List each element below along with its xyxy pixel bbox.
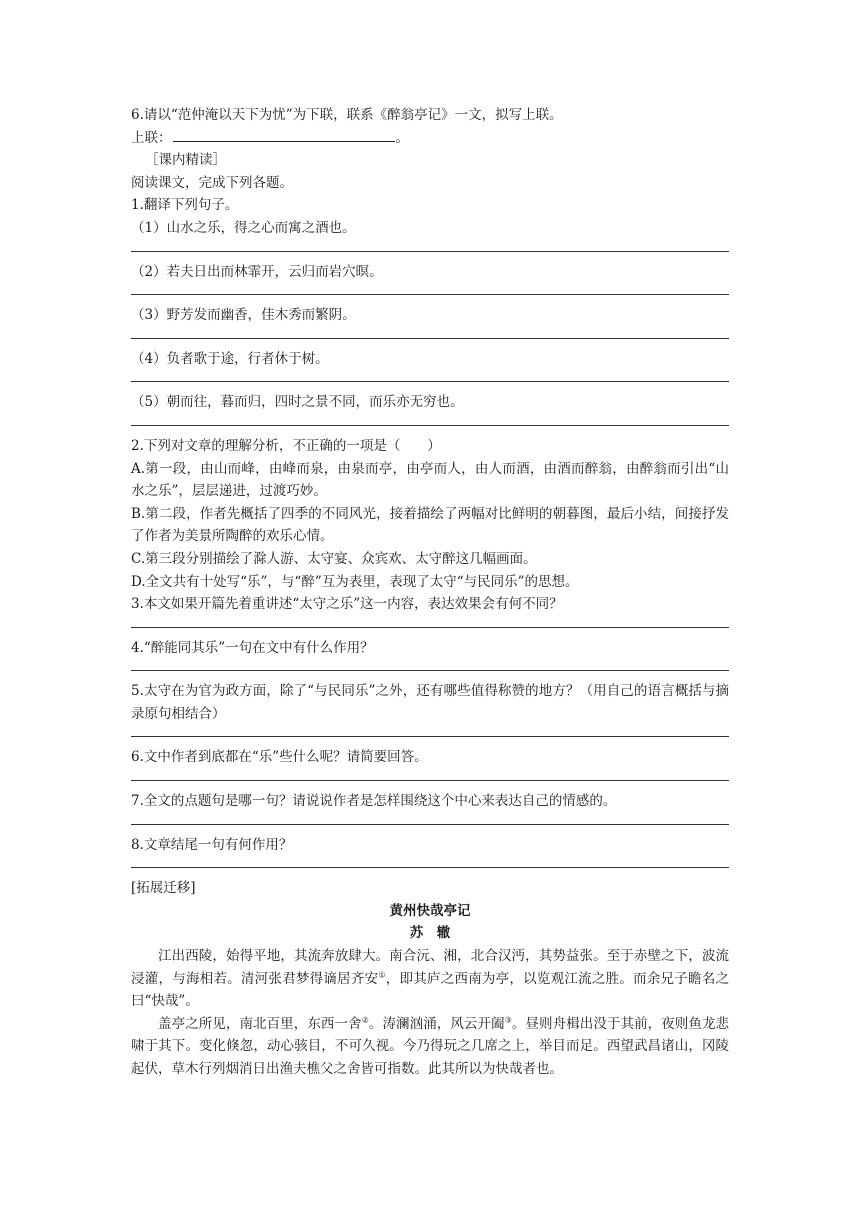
question-5: 5.太守在为官为政方面，除了“与民同乐”之外，还有哪些值得称赞的地方？（用自己的语言概括与摘录原句相结合）	[131, 683, 729, 722]
translate-item: （3）野芳发而幽香，佳木秀而繁阴。	[131, 307, 356, 324]
option-a: A.第一段，由山而峰，由峰而泉，由泉而亭，由亭而人，由人而酒，由酒而醉翁，由醉翁而引出“山水之乐”，层层递进，过渡巧妙。	[131, 460, 729, 500]
document-page	[131, 104, 729, 1081]
question-4: 4.“醉能同其乐”一句在文中有什么作用？	[131, 639, 374, 656]
option-c: C.第三段分别描绘了滁人游、太守宴、众宾欢、太守醉这几幅画面。	[131, 550, 537, 567]
answer-rule[interactable]	[131, 670, 729, 671]
section-instruction: 阅读课文，完成下列各题。	[131, 174, 293, 191]
answer-label: 上联：	[131, 129, 172, 146]
answer-rule[interactable]	[131, 251, 729, 252]
footnote-marker: ②	[361, 1015, 369, 1025]
question-6: 6.文中作者到底都在“乐”些什么呢？请简要回答。	[131, 749, 428, 766]
answer-rule[interactable]	[131, 824, 729, 825]
translate-item: （5）朝而往，暮而归，四时之景不同，而乐亦无穷也。	[131, 394, 464, 411]
passage-author: 苏 辙	[409, 925, 451, 942]
option-d: D.全文共有十处写“乐”，与“醉”互为表里，表现了太守“与民同乐”的思想。	[131, 573, 579, 590]
section-heading-extension: [拓展迁移]	[131, 880, 196, 897]
answer-rule[interactable]	[131, 867, 729, 868]
footnote-marker: ③	[504, 1015, 512, 1025]
answer-end: 。	[395, 129, 409, 146]
question-1-prompt: 1.翻译下列句子。	[131, 197, 239, 214]
passage-title: 黄州快哉亭记	[389, 902, 471, 919]
question-3: 3.本文如果开篇先着重讲述“太守之乐”这一内容，表达效果会有何不同？	[131, 596, 563, 613]
option-b: B.第二段，作者先概括了四季的不同风光，接着描绘了两幅对比鲜明的朝暮图，最后小结，间接抒发了作者为美景所陶醉的欢乐心情。	[131, 505, 729, 545]
answer-rule[interactable]	[131, 736, 729, 737]
answer-rule[interactable]	[131, 381, 729, 382]
answer-rule[interactable]	[131, 294, 729, 295]
answer-rule[interactable]	[131, 780, 729, 781]
answer-blank[interactable]	[173, 127, 395, 142]
answer-rule[interactable]	[131, 338, 729, 339]
passage-paragraph-2: 盖亭之所见，南北百里，东西一舍②。涛澜汹涌，风云开阖③。昼则舟楫出没于其前，夜则鱼龙悲啸于其下。变化倏忽，动心骇目，不可久视。今乃得玩之几席之上，举目而足。西望武昌诸山，冈陵起伏，草木行列烟消日出渔夫樵父之舍皆可指数。此其所以为快哉者也。	[131, 1015, 730, 1077]
question-7: 7.全文的点题句是哪一句？请说说作者是怎样围绕这个中心来表达自己的情感的。	[131, 793, 617, 810]
passage-paragraph-1: 江出西陵，始得平地，其流奔放肆大。南合沅、湘，北合汉沔，其势益张。至于赤壁之下，波流浸灌，与海相若。清河张君梦得谪居齐安①，即其庐之西南为亭，以览观江流之胜。而余兄子瞻名之曰“快哉”。	[131, 948, 730, 1010]
translate-item: （4）负者歌于途，行者休于树。	[131, 350, 329, 367]
answer-rule[interactable]	[131, 627, 729, 628]
translate-item: （1）山水之乐，得之心而寓之酒也。	[131, 219, 356, 236]
answer-rule[interactable]	[131, 425, 729, 426]
section-heading-in-class: ［课内精读］	[145, 152, 226, 169]
footnote-marker: ①	[378, 970, 386, 980]
question-6-couplet: 6.请以“范仲淹以天下为忧”为下联，联系《醉翁亭记》一文，拟写上联。	[131, 107, 563, 123]
answer-line-couplet	[131, 127, 729, 150]
question-8: 8.文章结尾一句有何作用？	[131, 836, 293, 853]
question-2-prompt: 2.下列对文章的理解分析，不正确的一项是（ ）	[131, 437, 441, 454]
translate-item: （2）若夫日出而林霏开，云归而岩穴暝。	[131, 263, 383, 280]
